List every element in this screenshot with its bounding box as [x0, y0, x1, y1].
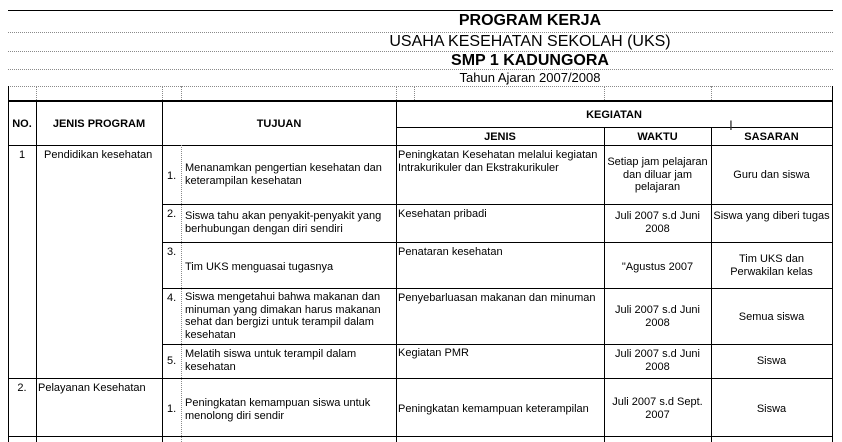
jenis-cell: Kegiatan PMR: [398, 347, 469, 359]
waktu-cell: "Agustus 2007: [621, 261, 694, 273]
col-header-jenis-program: JENIS PROGRAM: [52, 118, 146, 130]
program-name: Pelayanan Kesehatan: [38, 382, 146, 394]
row-number: 5.: [167, 355, 177, 367]
page-subtitle: USAHA KESEHATAN SEKOLAH (UKS): [389, 33, 671, 50]
row-divider: [8, 86, 833, 87]
row-number: 2.: [167, 208, 177, 220]
col-header-no: NO.: [12, 118, 32, 130]
tujuan-cell: Siswa mengetahui bahwa makanan dan minuman yang dimakan harus makanan sehat dan bergizi untuk terampil dalam kesehatan: [185, 291, 381, 341]
tujuan-cell: Siswa tahu akan penyakit-penyakit yang berhubungan dengan diri sendiri: [185, 210, 382, 235]
row-number: 1.: [167, 170, 177, 182]
col-header-jenis: JENIS: [484, 131, 516, 143]
tujuan-cell: Menanamkan pengertian kesehatan dan keterampilan kesehatan: [185, 162, 382, 187]
program-number: 2.: [17, 382, 27, 394]
right-border: [832, 86, 833, 442]
waktu-cell: Setiap jam pelajaran dan diluar jam pelajaran: [607, 156, 708, 193]
header-bottom-border: [8, 145, 833, 146]
sasaran-cell: Tim UKS dan Perwakilan kelas: [730, 253, 813, 278]
academic-year: Tahun Ajaran 2007/2008: [459, 70, 601, 85]
jenis-cell: Kesehatan pribadi: [398, 208, 487, 220]
text-cursor-icon: I: [729, 117, 733, 133]
program-name: Pendidikan kesehatan: [44, 149, 153, 161]
tujuan-cell: Peningkatan kemampuan siswa untuk menolong diri sendir: [185, 397, 371, 422]
col-header-waktu: WAKTU: [637, 131, 678, 143]
jenis-cell: Penataran kesehatan: [398, 246, 503, 258]
waktu-cell: Juli 2007 s.d Juni 2008: [615, 348, 700, 373]
program-number: 1: [18, 149, 26, 161]
school-name: SMP 1 KADUNGORA: [451, 52, 609, 69]
jenis-cell: Peningkatan kemampuan keterampilan: [398, 403, 589, 415]
col-header-kegiatan: KEGIATAN: [586, 109, 642, 121]
top-border: [8, 10, 833, 11]
waktu-cell: Juli 2007 s.d Sept. 2007: [612, 396, 703, 421]
col-header-sasaran: SASARAN: [744, 131, 799, 143]
sasaran-cell: Siswa: [756, 403, 787, 415]
tujuan-cell: Melatih siswa untuk terampil dalam kesehatan: [185, 348, 357, 373]
page-title: PROGRAM KERJA: [458, 12, 602, 29]
waktu-cell: Juli 2007 s.d Juni 2008: [615, 210, 700, 235]
sasaran-cell: Guru dan siswa: [733, 169, 810, 181]
sasaran-cell: Siswa: [756, 355, 787, 367]
row-number: 3.: [167, 246, 177, 258]
row-number: 4.: [167, 292, 177, 304]
tujuan-cell: Tim UKS menguasai tugasnya: [185, 261, 334, 273]
sasaran-cell: Siswa yang diberi tugas: [713, 210, 830, 222]
row-number: 1.: [167, 403, 177, 415]
waktu-cell: Juli 2007 s.d Juni 2008: [615, 304, 700, 329]
kegiatan-divider: [396, 127, 833, 128]
jenis-cell: Penyebarluasan makanan dan minuman: [398, 292, 596, 304]
table-top-border: [8, 100, 833, 102]
col-header-tujuan: TUJUAN: [256, 118, 302, 130]
jenis-cell: Peningkatan Kesehatan melalui kegiatan Intrakurikuler dan Ekstrakurikuler: [398, 149, 598, 174]
sasaran-cell: Semua siswa: [738, 311, 805, 323]
